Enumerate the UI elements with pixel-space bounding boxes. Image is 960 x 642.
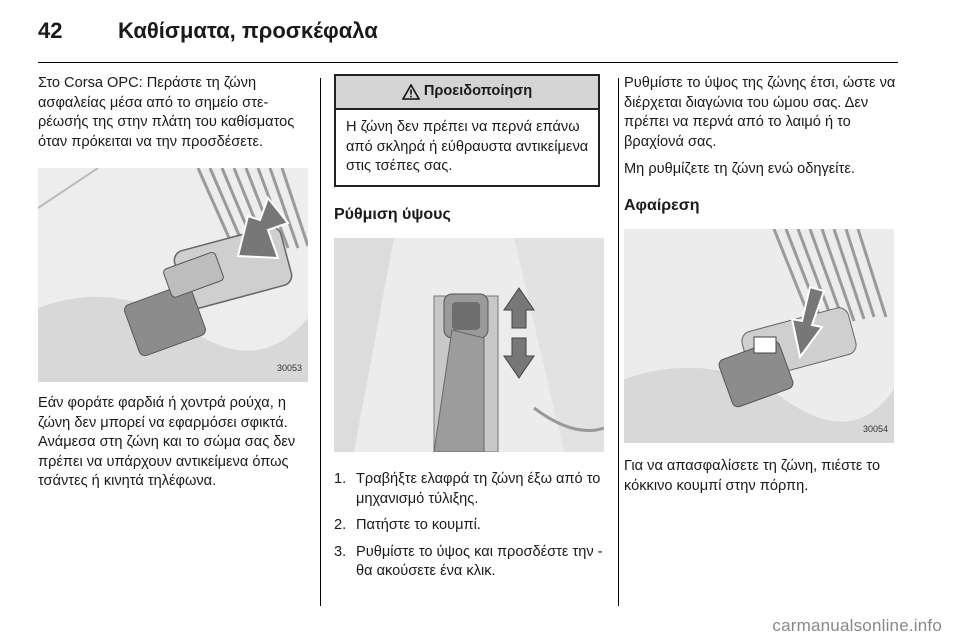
- height-adjustment-heading: Ρύθμιση ύψους: [334, 205, 451, 223]
- page-number: 42: [38, 18, 63, 43]
- warning-header: [336, 76, 598, 110]
- column-left: [38, 74, 308, 492]
- step-text: Τραβήξτε ελαφρά τη ζώνη έξω από το μηχανισμό τύλιξης.: [356, 471, 601, 507]
- release-paragraph: Για να απασφαλίσετε τη ζώνη, πιέστε το κόκκινο κουμπί στην πόρπη.: [624, 458, 881, 494]
- watermark: carmanualsonline.info: [772, 616, 942, 635]
- warning-title: Προειδοποίηση: [423, 83, 533, 100]
- list-item: [334, 470, 604, 509]
- clothing-paragraph: Εάν φοράτε φαρδιά ή χοντρά ρούχα, η ζώνη δεν μπορεί να εφαρμόσει σφικτά. Ανάμεσα στη ζώνη και το σώμα σας δεν πρέπει να υπάρχουν αντικείμενα όπως τσάντες ή κινητά τηλέφωνα.: [38, 395, 296, 489]
- warning-triangle-icon: [402, 84, 420, 100]
- height-adjuster-figure: [334, 238, 604, 452]
- warning-box: [334, 74, 600, 187]
- corsa-opc-paragraph: Στο Corsa OPC: Περάστε τη ζώνη ασφαλείας μέσα από το σημείο στερέωσής της στην πλάτη του καθίσματος όταν πρόκειται να την προσδέσετε.: [38, 75, 295, 150]
- column-divider-2: [618, 78, 619, 606]
- column-right: [624, 74, 902, 496]
- header-rule: [38, 62, 898, 63]
- removal-heading: Αφαίρεση: [624, 196, 700, 214]
- seatbelt-buckle-figure: [38, 168, 308, 382]
- list-item: [334, 543, 604, 582]
- adjustment-steps: [334, 470, 604, 582]
- figure-code: 30053: [276, 362, 302, 373]
- height-adjuster-illustration: [334, 238, 604, 452]
- figure-code: 30054: [862, 423, 888, 434]
- height-paragraph: Ρυθμίστε το ύψος της ζώνης έτσι, ώστε να διέρχεται διαγώνια του ώμου σας. Δεν πρέπει να περνά από το λαιμό ή το βραχίονά σας.: [624, 75, 896, 150]
- step-text: Ρυθμίστε το ύψος και προσδέστε την - θα ακούσετε ένα κλικ.: [356, 543, 603, 579]
- step-number: 1.: [334, 471, 347, 487]
- driving-paragraph: Μη ρυθμίζετε τη ζώνη ενώ οδηγείτε.: [624, 161, 855, 177]
- warning-text: Η ζώνη δεν πρέπει να περνά επάνω από σκληρά ή εύθραυστα αντικείμενα στις τσέπες σας.: [346, 119, 589, 174]
- step-number: 3.: [334, 543, 347, 560]
- step-text: Πατήστε το κουμπί.: [356, 517, 481, 533]
- seatbelt-buckle-illustration: [38, 168, 308, 382]
- column-middle: [334, 74, 604, 589]
- list-item: [334, 516, 604, 536]
- buckle-release-illustration: [624, 229, 894, 443]
- step-number: 2.: [334, 517, 347, 533]
- column-divider-1: [320, 78, 321, 606]
- page-title: Καθίσματα, προσκέφαλα: [118, 18, 378, 43]
- buckle-release-figure: [624, 229, 894, 443]
